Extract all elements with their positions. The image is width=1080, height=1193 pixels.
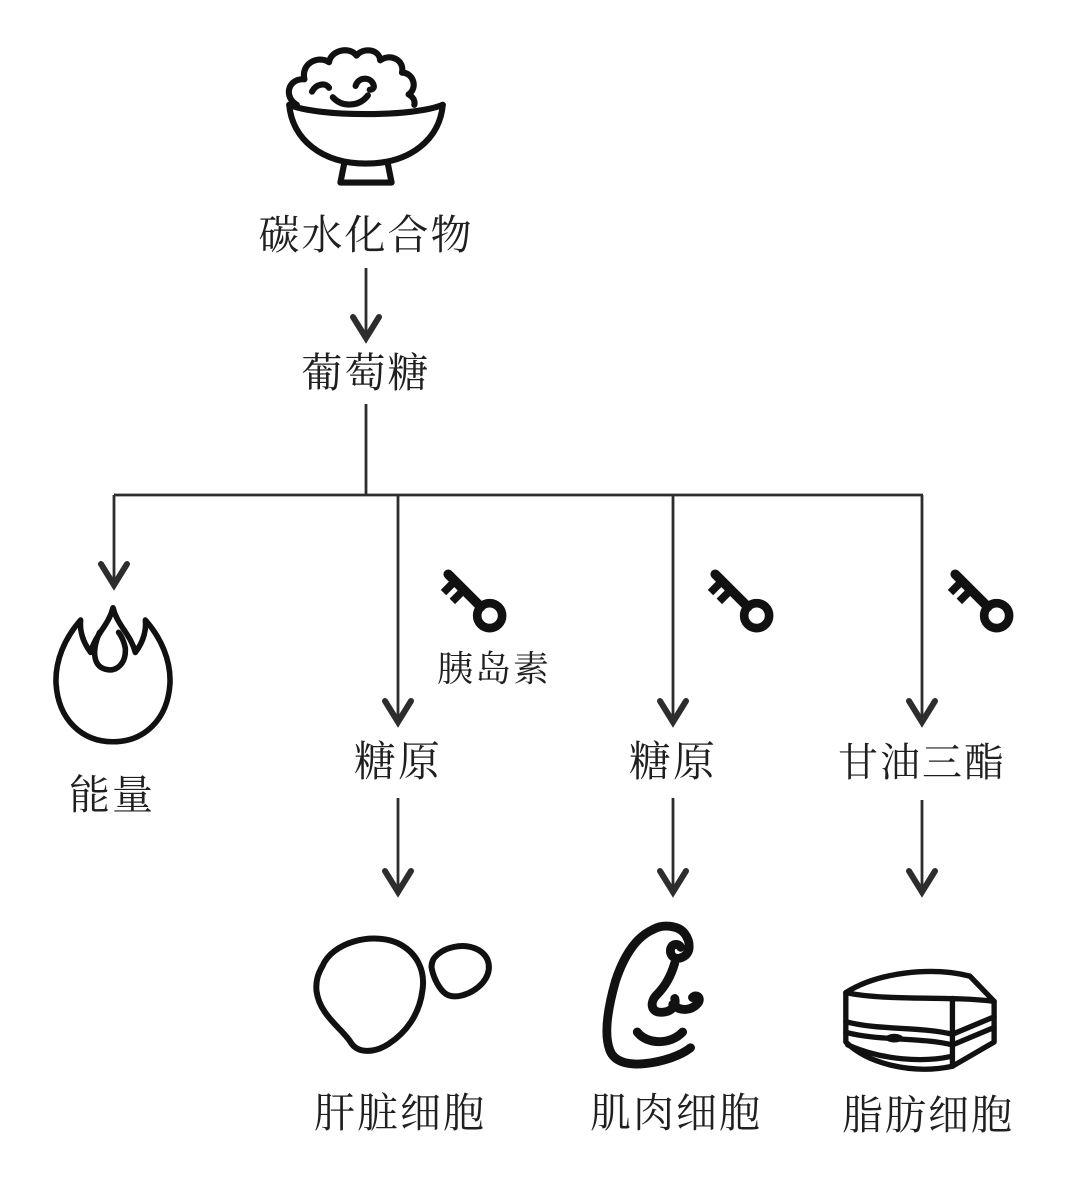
insulin-label: 胰岛素: [436, 648, 551, 689]
fat-cell-label: 脂肪细胞: [842, 1092, 1014, 1138]
liver-cell-label: 肝脏细胞: [314, 1090, 486, 1136]
key-icon: [931, 550, 1027, 646]
muscle-cell-label: 肌肉细胞: [590, 1090, 762, 1136]
energy-label: 能量: [69, 772, 155, 818]
liver-icon: [293, 922, 501, 1072]
rice-bowl-icon: [276, 40, 456, 200]
triglyceride-label: 甘油三酯: [838, 741, 1006, 785]
glycogen-muscle-label: 糖原: [628, 738, 717, 785]
fat-icon: [833, 948, 1005, 1074]
glycogen-liver-label: 糖原: [353, 738, 442, 785]
carbohydrate-label: 碳水化合物: [258, 212, 474, 258]
muscle-icon: [588, 916, 726, 1082]
glucose-label: 葡萄糖: [301, 350, 431, 396]
key-icon: [424, 550, 520, 646]
key-icon: [691, 550, 787, 646]
flame-icon: [46, 596, 180, 758]
